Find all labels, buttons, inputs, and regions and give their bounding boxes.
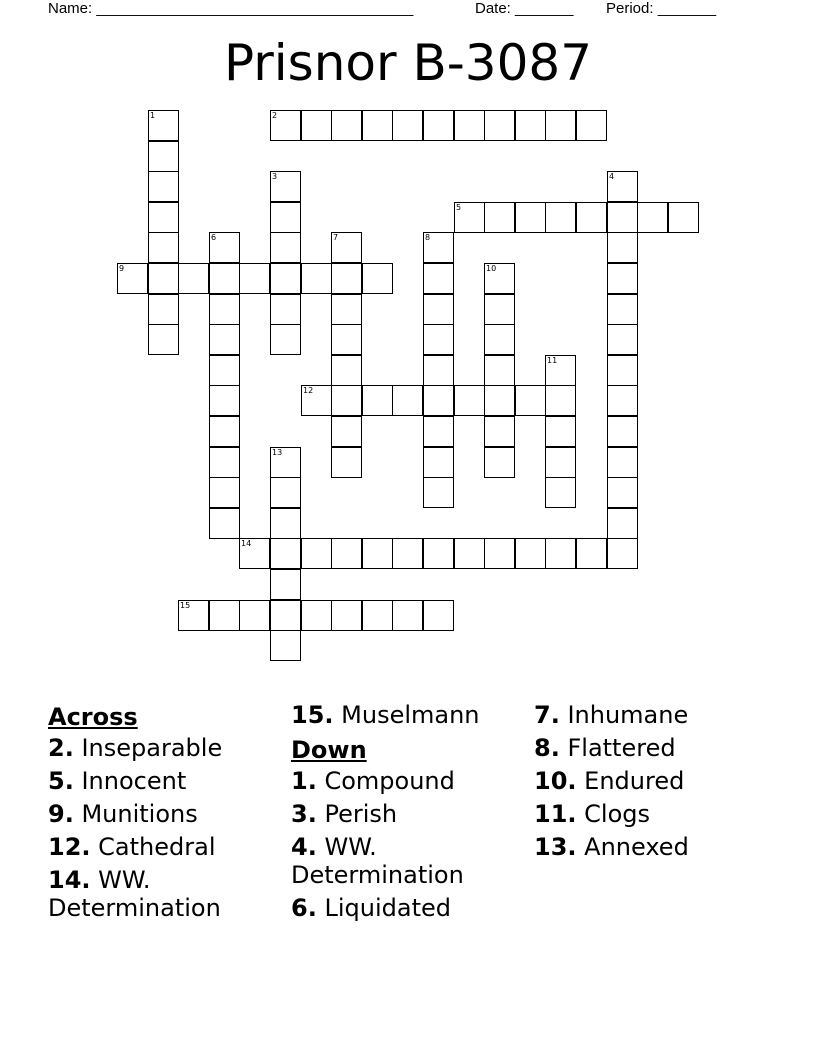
clue-item [291, 701, 531, 729]
grid-cell[interactable] [209, 600, 240, 631]
clue-item-number: 12. [48, 833, 91, 861]
clue-number: 2 [272, 111, 278, 120]
grid-cell[interactable] [515, 385, 546, 416]
grid-cell[interactable] [331, 355, 362, 386]
clue-item-text: Innocent [81, 767, 187, 795]
grid-cell[interactable] [270, 508, 301, 539]
grid-cell[interactable] [576, 110, 607, 141]
grid-cell[interactable] [331, 385, 362, 416]
clue-number: 11 [547, 356, 558, 365]
clue-item-number: 10. [534, 767, 577, 795]
grid-cell[interactable] [392, 538, 423, 569]
grid-cell[interactable] [209, 385, 240, 416]
clue-item [48, 833, 288, 861]
clue-item-number: 5. [48, 767, 74, 795]
grid-cell[interactable] [239, 538, 270, 569]
grid-cell[interactable] [484, 324, 515, 355]
grid-cell[interactable] [454, 110, 485, 141]
clue-number: 15 [180, 601, 191, 610]
grid-cell[interactable] [423, 294, 454, 325]
grid-cell[interactable] [270, 569, 301, 600]
grid-cell[interactable] [423, 324, 454, 355]
grid-cell[interactable] [209, 232, 240, 263]
clue-item-text: Liquidated [324, 894, 451, 922]
clue-section-heading: Down [291, 736, 367, 764]
grid-cell[interactable] [607, 477, 638, 508]
clue-number: 14 [241, 539, 252, 548]
grid-cell[interactable] [484, 416, 515, 447]
clue-item [534, 767, 774, 795]
clue-item-text: Endured [584, 767, 685, 795]
grid-cell[interactable] [362, 385, 393, 416]
grid-cell[interactable] [270, 630, 301, 661]
grid-cell[interactable] [484, 202, 515, 233]
grid-cell[interactable] [484, 110, 515, 141]
grid-cell[interactable] [515, 202, 546, 233]
clue-item [534, 734, 774, 762]
grid-cell[interactable] [270, 110, 301, 141]
grid-cell[interactable] [270, 600, 301, 631]
grid-cell[interactable] [301, 538, 332, 569]
clue-item [534, 833, 774, 861]
clue-number: 12 [303, 386, 314, 395]
grid-cell[interactable] [423, 110, 454, 141]
grid-cell[interactable] [545, 202, 576, 233]
clue-number: 4 [609, 172, 615, 181]
grid-cell[interactable] [423, 263, 454, 294]
grid-cell[interactable] [484, 263, 515, 294]
grid-cell[interactable] [331, 600, 362, 631]
grid-cell[interactable] [148, 171, 179, 202]
grid-cell[interactable] [545, 355, 576, 386]
clue-item-number: 9. [48, 800, 74, 828]
grid-cell[interactable] [607, 202, 638, 233]
grid-cell[interactable] [392, 600, 423, 631]
grid-cell[interactable] [301, 385, 332, 416]
grid-cell[interactable] [270, 232, 301, 263]
grid-cell[interactable] [607, 416, 638, 447]
grid-cell[interactable] [331, 324, 362, 355]
clue-item-number: 3. [291, 800, 317, 828]
grid-cell[interactable] [576, 538, 607, 569]
grid-cell[interactable] [178, 263, 209, 294]
page-title: Prisnor B-3087 [223, 34, 593, 92]
clue-item-number: 8. [534, 734, 560, 762]
grid-cell[interactable] [148, 263, 179, 294]
grid-cell[interactable] [423, 355, 454, 386]
grid-cell[interactable] [331, 447, 362, 478]
grid-cell[interactable] [362, 600, 393, 631]
grid-cell[interactable] [607, 232, 638, 263]
grid-cell[interactable] [362, 263, 393, 294]
clue-item [48, 734, 288, 762]
clue-item-text: Inhumane [567, 701, 689, 729]
grid-cell[interactable] [607, 263, 638, 294]
grid-cell[interactable] [637, 202, 668, 233]
grid-cell[interactable] [301, 110, 332, 141]
grid-cell[interactable] [423, 538, 454, 569]
clue-item-text: Munitions [81, 800, 198, 828]
clue-item [291, 894, 531, 922]
clue-item-text: WW. Determination [291, 833, 464, 889]
clue-item [534, 701, 774, 729]
grid-cell[interactable] [148, 110, 179, 141]
grid-cell[interactable] [423, 600, 454, 631]
grid-cell[interactable] [454, 385, 485, 416]
grid-cell[interactable] [178, 600, 209, 631]
grid-cell[interactable] [607, 447, 638, 478]
grid-cell[interactable] [515, 110, 546, 141]
clue-item-text: Clogs [584, 800, 651, 828]
clue-item [48, 800, 288, 828]
grid-cell[interactable] [331, 263, 362, 294]
grid-cell[interactable] [148, 202, 179, 233]
grid-cell[interactable] [331, 538, 362, 569]
clue-number: 9 [119, 264, 125, 273]
clue-number: 10 [486, 264, 497, 273]
clue-item [48, 866, 288, 922]
clue-number: 7 [333, 233, 339, 242]
clue-item-text: Perish [324, 800, 398, 828]
grid-cell[interactable] [209, 508, 240, 539]
grid-cell[interactable] [301, 263, 332, 294]
grid-cell[interactable] [331, 294, 362, 325]
grid-cell[interactable] [545, 416, 576, 447]
grid-cell[interactable] [148, 294, 179, 325]
grid-cell[interactable] [270, 202, 301, 233]
grid-cell[interactable] [301, 600, 332, 631]
grid-cell[interactable] [209, 416, 240, 447]
clue-item-text: Annexed [584, 833, 689, 861]
grid-cell[interactable] [209, 355, 240, 386]
grid-cell[interactable] [148, 324, 179, 355]
clue-item-number: 14. [48, 866, 91, 894]
grid-cell[interactable] [392, 110, 423, 141]
grid-cell[interactable] [148, 232, 179, 263]
clue-number: 8 [425, 233, 431, 242]
clue-number: 1 [150, 111, 156, 120]
grid-cell[interactable] [668, 202, 699, 233]
clue-number: 6 [211, 233, 217, 242]
grid-cell[interactable] [270, 324, 301, 355]
grid-cell[interactable] [117, 263, 148, 294]
clues-column-1 [48, 701, 288, 927]
clue-item-text: Inseparable [81, 734, 223, 762]
grid-cell[interactable] [515, 538, 546, 569]
grid-cell[interactable] [270, 477, 301, 508]
grid-cell[interactable] [362, 110, 393, 141]
clue-item-number: 7. [534, 701, 560, 729]
clue-number: 5 [456, 203, 462, 212]
clue-item-number: 15. [291, 701, 334, 729]
clue-item-text: Compound [324, 767, 455, 795]
grid-cell[interactable] [484, 447, 515, 478]
grid-cell[interactable] [270, 447, 301, 478]
grid-cell[interactable] [607, 355, 638, 386]
grid-cell[interactable] [454, 202, 485, 233]
clue-item-text: Muselmann [341, 701, 480, 729]
grid-cell[interactable] [607, 385, 638, 416]
clue-number: 3 [272, 172, 278, 181]
grid-cell[interactable] [270, 294, 301, 325]
grid-cell[interactable] [423, 477, 454, 508]
grid-cell[interactable] [209, 263, 240, 294]
clue-item-number: 6. [291, 894, 317, 922]
grid-cell[interactable] [484, 538, 515, 569]
grid-cell[interactable] [362, 538, 393, 569]
grid-cell[interactable] [239, 600, 270, 631]
clue-item-number: 1. [291, 767, 317, 795]
grid-cell[interactable] [331, 416, 362, 447]
clue-section-heading: Across [48, 703, 138, 731]
grid-cell[interactable] [331, 110, 362, 141]
clue-item [291, 767, 531, 795]
clue-item [48, 767, 288, 795]
grid-cell[interactable] [545, 385, 576, 416]
grid-cell[interactable] [607, 324, 638, 355]
grid-cell[interactable] [209, 324, 240, 355]
grid-cell[interactable] [209, 447, 240, 478]
grid-cell[interactable] [423, 416, 454, 447]
clues-column-3 [534, 701, 774, 866]
grid-cell[interactable] [423, 385, 454, 416]
clue-item-number: 13. [534, 833, 577, 861]
grid-cell[interactable] [209, 294, 240, 325]
clues-column-2 [291, 701, 531, 927]
clue-item-text: Flattered [567, 734, 676, 762]
grid-cell[interactable] [607, 294, 638, 325]
clue-item [291, 800, 531, 828]
grid-cell[interactable] [545, 447, 576, 478]
grid-cell[interactable] [392, 385, 423, 416]
clue-item-number: 11. [534, 800, 577, 828]
grid-cell[interactable] [545, 477, 576, 508]
grid-cell[interactable] [239, 263, 270, 294]
grid-cell[interactable] [331, 232, 362, 263]
grid-cell[interactable] [270, 263, 301, 294]
period-field[interactable]: Period: _______ [606, 0, 717, 17]
name-field[interactable]: Name: ______________________________________ [48, 0, 414, 17]
grid-cell[interactable] [148, 141, 179, 172]
clue-item [291, 833, 531, 889]
grid-cell[interactable] [484, 294, 515, 325]
clue-number: 13 [272, 448, 283, 457]
date-field[interactable]: Date: _______ [475, 0, 574, 17]
grid-cell[interactable] [576, 202, 607, 233]
grid-cell[interactable] [423, 232, 454, 263]
grid-cell[interactable] [545, 538, 576, 569]
grid-cell[interactable] [484, 385, 515, 416]
grid-cell[interactable] [454, 538, 485, 569]
grid-cell[interactable] [545, 110, 576, 141]
grid-cell[interactable] [607, 508, 638, 539]
grid-cell[interactable] [270, 171, 301, 202]
clue-item-text: WW. Determination [48, 866, 221, 922]
grid-cell[interactable] [607, 171, 638, 202]
clue-item [534, 800, 774, 828]
grid-cell[interactable] [484, 355, 515, 386]
grid-cell[interactable] [423, 447, 454, 478]
clue-item-number: 2. [48, 734, 74, 762]
grid-cell[interactable] [209, 477, 240, 508]
clue-item-number: 4. [291, 833, 317, 861]
grid-cell[interactable] [270, 538, 301, 569]
worksheet-header [0, 0, 816, 24]
grid-cell[interactable] [607, 538, 638, 569]
clue-item-text: Cathedral [98, 833, 216, 861]
